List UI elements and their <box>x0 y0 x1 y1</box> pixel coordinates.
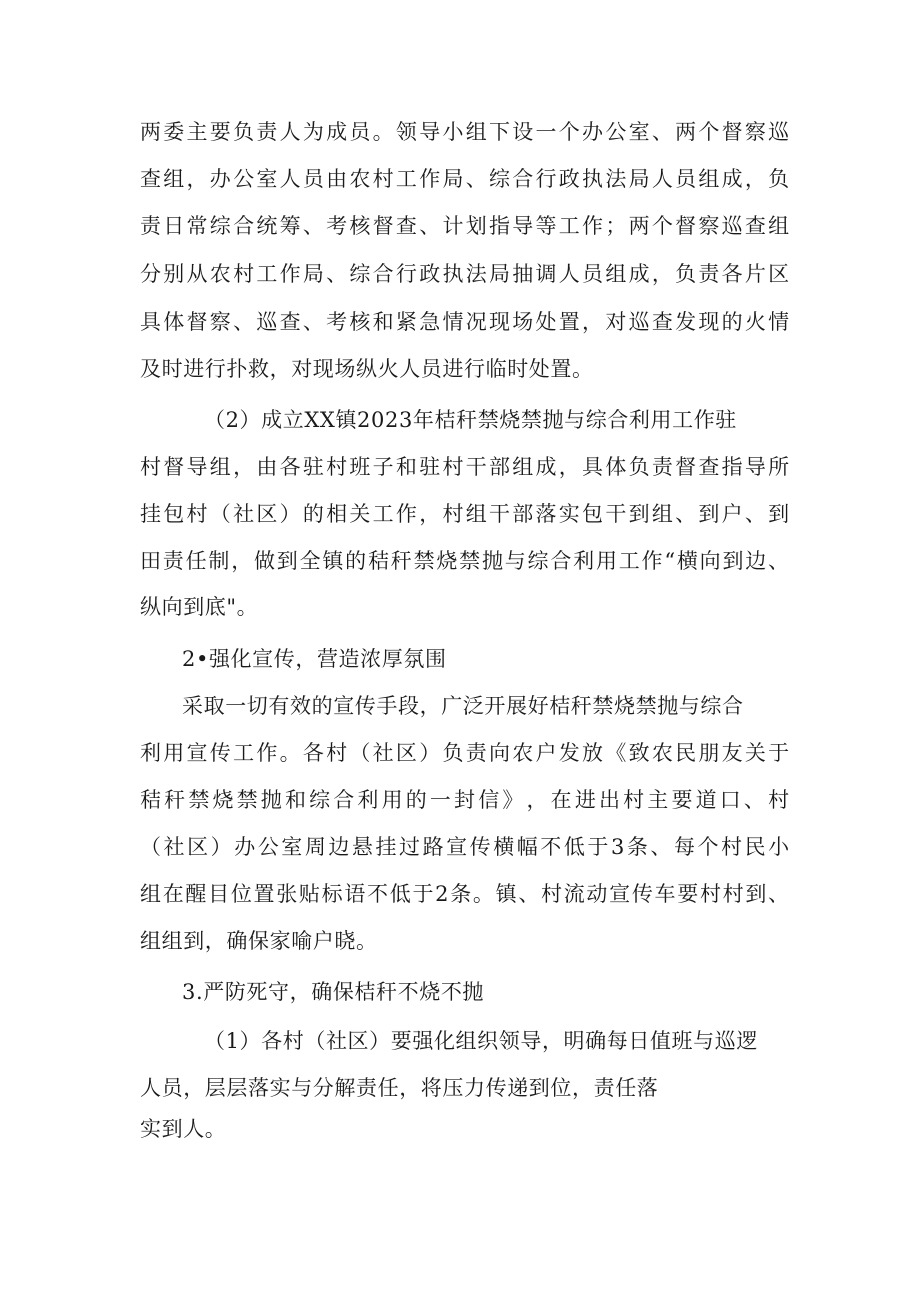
line-text: 3.严防死守，确保桔秆不烧不抛 <box>182 980 485 1004</box>
body-line: 村 督 导 组 ， 由 各 驻 村 班 子 和 驻 村 干 部 组 成 ， 具 体 负 责 督 查 指 导 所 <box>140 455 790 479</box>
body-line: 田 责 任 制 ， 做 到 全 镇 的 秸 秆 禁 烧 禁 抛 与 综 合 利 用 工 作 “ 横 向 到 边 、 <box>140 549 790 573</box>
line-text: 采取一切有效的宣传手段，广泛开展好桔秆禁烧禁抛与综合 <box>182 694 744 718</box>
body-line: 两 委 主 要 负 责 人 为 成 员 。 领 导 小 组 下 设 一 个 办 公 室 、 两 个 督 察 巡 <box>140 120 790 144</box>
line-text: （1）各村（社区）要强化组织领导，明确每日值班与巡逻 <box>204 1029 758 1053</box>
body-line: 秸 秆 禁 烧 禁 抛 和 综 合 利 用 的 一 封 信 》 ， 在 进 出 村 主 要 道 口 、 村 <box>140 788 790 812</box>
line-text: 纵向到底"。 <box>140 595 259 619</box>
line-text: 及时进行扑救，对现场纵火人员进行临时处置。 <box>140 357 594 381</box>
body-line <box>140 592 790 622</box>
body-line: （ 社 区 ） 办 公 室 周 边 悬 挂 过 路 宣 传 横 幅 不 低 于 3 条 、 每 个 村 民 小 <box>140 835 790 859</box>
section-heading <box>182 644 832 674</box>
body-line <box>182 691 790 721</box>
body-line: 具 体 督 察 、 巡 查 、 考 核 和 紧 急 情 况 现 场 处 置 ， 对 巡 查 发 现 的 火 情 <box>140 310 790 334</box>
body-line <box>140 926 790 956</box>
line-text: 人员，层层落实与分解责任，将压力传递到位，责任落 <box>140 1076 659 1100</box>
body-line <box>140 354 790 384</box>
body-line <box>204 405 790 435</box>
body-line <box>140 1114 790 1144</box>
section-heading <box>182 977 832 1007</box>
body-line: 责 日 常 综 合 统 筹 、 考 核 督 查 、 计 划 指 导 等 工 作 ； 两 个 督 察 巡 查 组 <box>140 214 790 238</box>
body-line: 利 用 宣 传 工 作 。 各 村 （ 社 区 ） 负 责 向 农 户 发 放 《 致 农 民 朋 友 关 于 <box>140 741 790 765</box>
line-text: 组组到，确保家喻户晓。 <box>140 929 378 953</box>
line-text: 2•强化宣传，营造浓厚氛围 <box>182 647 447 671</box>
body-line: 查 组 ， 办 公 室 人 员 由 农 村 工 作 局 、 综 合 行 政 执 法 局 人 员 组 成 ， 负 <box>140 167 790 191</box>
line-text: （2）成立XX镇2023年桔秆禁烧禁抛与综合利用工作驻 <box>204 408 737 432</box>
line-text: 实到人。 <box>140 1117 227 1141</box>
body-line: 组 在 醒 目 位 置 张 贴 标 语 不 低 于 2 条 。 镇 、 村 流 动 宣 传 车 要 村 村 到 、 <box>140 882 790 906</box>
body-line: 挂 包 村 （ 社 区 ） 的 相 关 工 作 ， 村 组 干 部 落 实 包 干 到 组 、 到 户 、 到 <box>140 502 790 526</box>
body-line <box>204 1026 790 1056</box>
body-line <box>140 1073 790 1103</box>
body-line: 分 别 从 农 村 工 作 局 、 综 合 行 政 执 法 局 抽 调 人 员 组 成 ， 负 责 各 片 区 <box>140 262 790 286</box>
